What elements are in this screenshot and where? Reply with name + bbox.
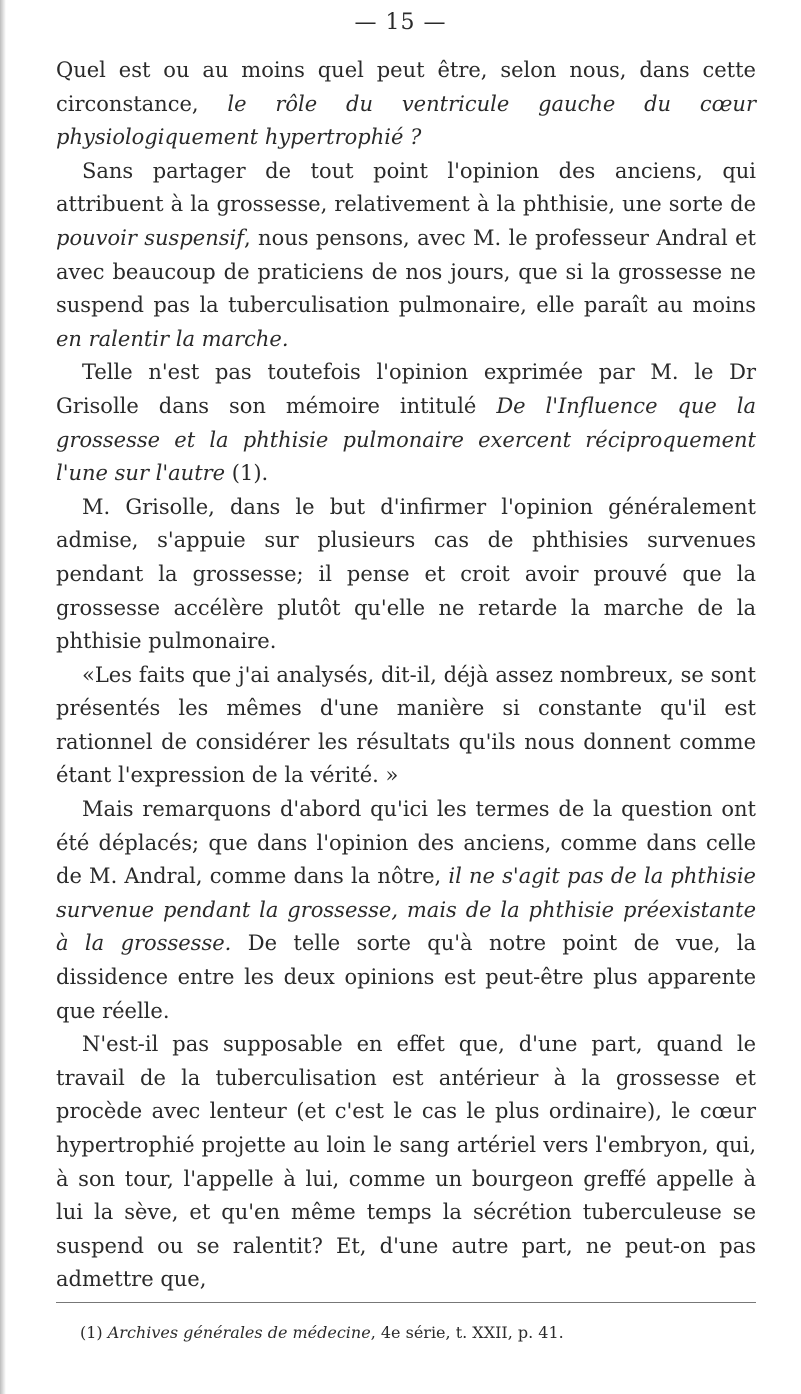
body-text: [56, 54, 756, 1297]
page-number: — 15 —: [354, 10, 447, 35]
paragraph-segment: Telle n'est pas toutefois l'opinion exprimée par M. le Dr Grisolle dans son mémoire intitulé: [56, 360, 756, 418]
footnote: [80, 1322, 760, 1344]
paragraph-segment: , nous pensons, avec M. le professeur Andral et avec beaucoup de praticiens de nos jours, que si la grossesse ne suspend pas la tuberculisation pulmonaire, elle paraît au moins: [56, 225, 756, 318]
paragraph-italic-segment: De l'Influence que la grossesse et la phthisie pulmonaire exercent réciproquement l'une sur l'autre: [56, 393, 757, 486]
paragraph: [56, 1028, 756, 1297]
paragraph: [56, 155, 756, 357]
paragraph: [56, 356, 756, 490]
paragraph: [56, 491, 756, 659]
paragraph-italic-segment: pouvoir suspensif: [56, 225, 244, 250]
paragraph: [56, 793, 756, 1028]
footnote-segment: (1): [80, 1323, 108, 1342]
footnote-italic-segment: Archives générales de médecine: [107, 1323, 371, 1342]
paragraph-segment: N'est-il pas supposable en effet que, d'une part, quand le travail de la tuberculisation est antérieur à la grossesse et procède avec lenteur (et c'est le cas le plus ordinaire), le cœur hypertrophié projette au loin le sang artériel vers l'embryon, qui, à son tour, l'appelle à lui, comme un bourgeon greffé appelle à lui la sève, et qu'en même temps la sécrétion tuberculeuse se suspend ou se ralentit? Et, d'une autre part, ne peut-on pas admettre que,: [56, 1032, 756, 1292]
paragraph-segment: «Les faits que j'ai analysés, dit-il, déjà assez nombreux, se sont présentés les mêmes d'une manière si constante qu'il est rationnel de considérer les résultats qu'ils nous donnent comme étant l'expression de la vérité. »: [56, 662, 756, 788]
page-binding-edge: [0, 0, 6, 1394]
paragraph-segment: Sans partager de tout point l'opinion des anciens, qui attribuent à la grossesse, relativement à la phthisie, une sorte de: [56, 158, 756, 217]
paragraph: [56, 54, 756, 155]
paragraph-segment: (1).: [225, 461, 269, 486]
paragraph-italic-segment: en ralentir la marche.: [56, 326, 289, 351]
paragraph-segment: Quel est ou au moins quel peut être, selon nous, dans cette circonstance,: [56, 58, 756, 116]
paragraph-italic-segment: le rôle du ventricule gauche du cœur physiologiquement hypertrophié ?: [56, 91, 756, 150]
footnote-segment: , 4e série, t. XXII, p. 41.: [370, 1323, 564, 1342]
paragraph-italic-segment: il ne s'agit pas de la phthisie survenue pendant la grossesse, mais de la phthisie préexistante à la grossesse.: [56, 864, 756, 956]
paragraph: [56, 659, 756, 793]
paragraph-segment: De telle sorte qu'à notre point de vue, la dissidence entre les deux opinions est peut-être plus apparente que réelle.: [56, 931, 757, 1023]
footnote-separator: [56, 1302, 756, 1303]
paragraph-segment: M. Grisolle, dans le but d'infirmer l'opinion généralement admise, s'appuie sur plusieurs cas de phthisies survenues pendant la grossesse; il pense et croit avoir prouvé que la grossesse accélère plutôt qu'elle ne retarde la marche de la phthisie pulmonaire.: [56, 494, 756, 654]
paragraph-segment: Mais remarquons d'abord qu'ici les termes de la question ont été déplacés; que dans l'opinion des anciens, comme dans celle de M. Andral, comme dans la nôtre,: [56, 797, 756, 889]
